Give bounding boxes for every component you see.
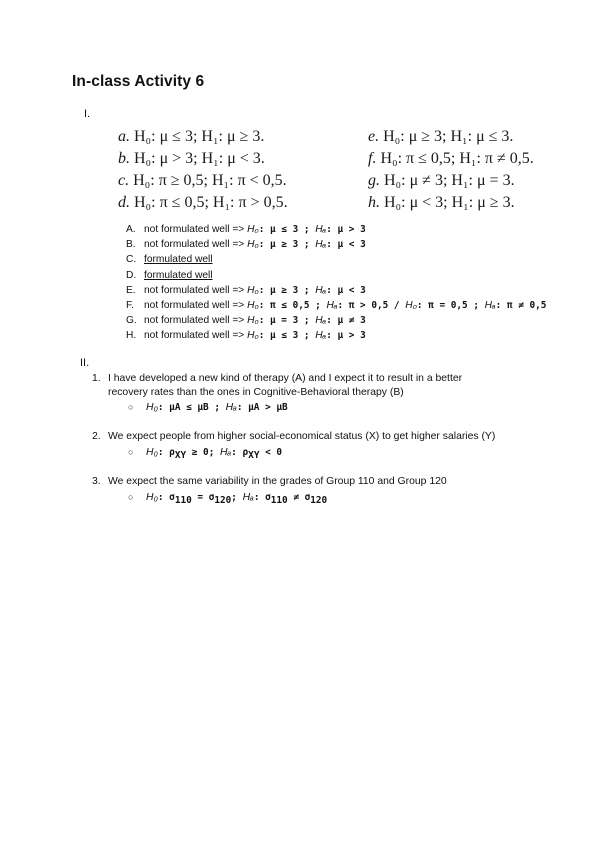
answer-f: F. not formulated well => H₀: π ≤ 0,5 ; Hₐ: π > 0,5 / H₀: π = 0,5 ; Hₐ: π ≠ 0,5 <box>126 299 547 311</box>
bullet-icon: ○ <box>128 402 134 413</box>
question-2-hypotheses: ○ H₀: $\rho_{XY} \ge 0$; Hₐ: $\rho_{XY} < 0$ <box>128 446 283 461</box>
page-title: In-class Activity 6 <box>72 73 205 90</box>
answer-h: H. not formulated well => H₀: μ ≤ 3 ; Hₐ: μ > 3 <box>126 330 366 342</box>
exercise-e: e. H₀: μ ≥ 3; H₁: μ ≤ 3. <box>368 128 514 145</box>
bullet-icon: ○ <box>128 491 134 502</box>
answer-a: A. not formulated well => H₀: μ ≤ 3 ; Hₐ: μ > 3 <box>126 224 366 235</box>
exercise-a: a. H₀: μ ≤ 3; H₁: μ ≥ 3. <box>118 128 265 145</box>
exercise-h: h. H₀: μ < 3; H₁: μ ≥ 3. <box>368 194 515 211</box>
exercise-b: b. H₀: μ > 3; H₁: μ < 3. <box>118 150 265 167</box>
answer-g: G. not formulated well => H₀: μ = 3 ; Hₐ: μ ≠ 3 <box>126 315 366 327</box>
section-2-label: II. <box>80 357 90 369</box>
answer-b: B. not formulated well => H₀: μ ≥ 3 ; Hₐ: μ < 3 <box>126 239 366 251</box>
question-1-hypotheses: ○ H₀: μA ≤ μB ; Hₐ: μA > μB <box>128 402 288 414</box>
exercise-f: f. H₀: π ≤ 0,5; H₁: π ≠ 0,5. <box>368 150 534 167</box>
question-1: 1. I have developed a new kind of therapy (A) and I expect it to result in a better recovery rates than the ones in Cognitive-Behavioral therapy (B) ○ H₀: μA ≤ μB ; Hₐ: μA > μB <box>92 373 463 414</box>
answer-d: D. formulated well <box>126 269 213 281</box>
exercise-c: c. H₀: π ≥ 0,5; H₁: π < 0,5. <box>118 172 287 189</box>
answer-c: C. formulated well <box>126 254 213 266</box>
answer-list <box>126 222 546 344</box>
answer-e: E. not formulated well => H₀: μ ≥ 3 ; Hₐ: μ < 3 <box>126 284 366 296</box>
question-2: 2. We expect people from higher social-economical status (X) to get higher salaries (Y) ○ H₀: $\rho_{XY} \ge 0$; Hₐ: $\rho_{XY} < 0$ <box>92 431 496 461</box>
exercise-g: g. H₀: μ ≠ 3; H₁: μ = 3. <box>368 172 515 189</box>
exercise-d: d. H₀: π ≤ 0,5; H₁: π > 0,5. <box>118 194 288 211</box>
section-1-label: I. <box>84 108 91 120</box>
bullet-icon: ○ <box>128 446 134 457</box>
question-3-hypotheses: ○ H₀: $\sigma_{110} = \sigma_{120}$; Hₐ: $\sigma_{110} \ne \sigma_{120}$ <box>128 491 328 506</box>
question-3: 3. We expect the same variability in the grades of Group 110 and Group 120 ○ H₀: $\sigma_{110} = \sigma_{120}$; Hₐ: $\sigma_{110} \ne \sigma_{120}$ <box>92 476 447 506</box>
